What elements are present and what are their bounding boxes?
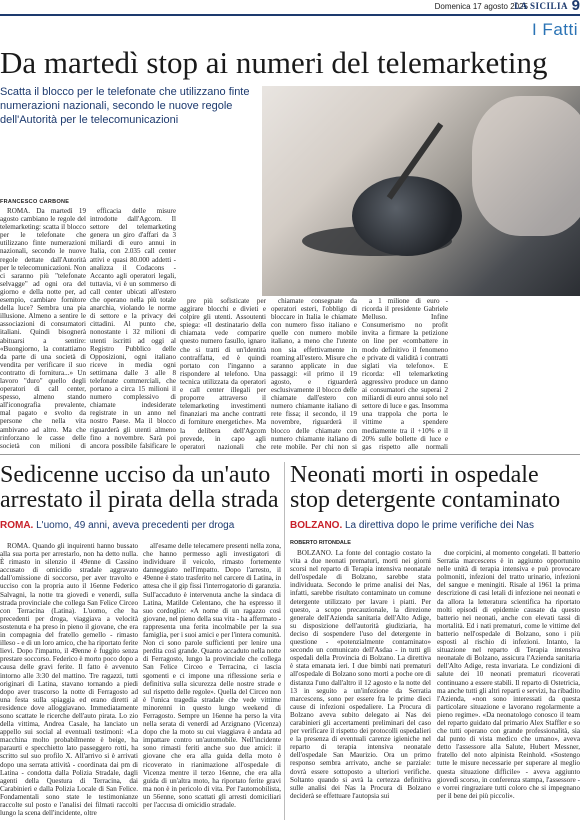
article2-headline-line2: arrestato il pirata della strada — [0, 487, 279, 513]
article3-subtitle — [290, 520, 534, 531]
photo-headset — [352, 176, 462, 256]
article3-text-2: due corpicini, al momento congelati. Il batterio Serratia marcescens è in aggiunto opportunito nelle unità di terapia intensiva e può provocare polmoniti, infezioni del tratto urinario, infezioni del sangue e meningiti. Risale al 1961 la prima descrizione di casi letali di infezione nei neonati e da allora la letteratura scientifica ha riportato molti episodi di epidemie causate da questo batterio nei neonati, anche con elevati tassi di mortalità. Ed i nati prematuri, come le vittime del batterio nell'ospedale di Bolzano, sono i più esposti al rischio di infezioni. Intanto, la situazione nel reparto di Terapia intensiva neonatale di Bolzano, assicura l'Azienda sanitaria dell'Alto Adige, resta invariata. Le condizioni di salute dei 10 neonati prematuri ricoverati continuano a essere stabili. Il reparto di Ostetricia, ma anche tutti gli altri reparti e servizi, ha ribadito l'Azienda, «non sono interessati da questa particolare situazione e lavorano regolarmente a pieno regime». «Da neonatologo conosco il team del reparto guidato dal primario Alex Staffler e so che tutti operano con grande professionalità, sia dal punto di vista medico che umano», aveva detto l'assessore alla Salute, Hubert Messner, fratello del noto alpinista Reinhold. «Sostengo tutte le misure necessarie per superare al meglio questa situazione difficile» - aveva aggiunto giovedì scorso, in conferenza stampa, l'assessore - e vorrei ringraziare tutti coloro che si impegnano per il bene dei più piccoli». — [437, 549, 580, 800]
article1-column-2 — [90, 207, 176, 451]
article2-text-1: ROMA. Quando gli inquirenti hanno bussato alla sua porta per arrestarlo, non ha detto nulla. È rimasto in silenzio il 49enne di Cassino accusato di omicidio stradale aggravato dall'omissione di soccorso, per aver travolto e ucciso con la propria auto il 16enne Federico Salvagni, la notte tra giovedì e venerdì, sulla strada provinciale che collega San Felice Circeo con Terracina (Latina). L'uomo, che ha precedenti per droga, viaggiava a velocità sostenuta e ha preso in pieno il giovane, che era in compagnia del fratello gemello - rimasto illeso - e di un loro amico, che ha riportato ferite lievi. Dopo l'impatto, il 49enne è fuggito senza prestare soccorso. Federico è morto poco dopo a causa delle gravi ferite. Il fatto è avvenuto intorno alle 3:30 del mattino. Tre ragazzi, tutti originari di Latina, stavano tornando a piedi dopo aver trascorso la notte di Ferragosto ad una festa sulla spiaggia ed erano diretti al residence dove alloggiavano. Immediatamente sono scattate le ricerche dell'auto pirata. Lo zio della vittima, Andrea Casale, ha lanciato un appello sui social al eventuali testimoni: «La macchina molto probabilmente è beige, ha paraurti e specchietto lato passeggero rotti, ha scritto sul suo profilo X. All'arrivo si è arrivati dopo una serrata attività - coordinata dai pm di Latina - condotta dalla Polizia Stradale, dagli agenti della Questura di Terracina, dai Carabinieri e dalla Polizia Locale di San Felice. Fondamentali sono state le testimonianze raccolte sul posto e l'analisi dei filmati raccolti lungo la scena dell'incidente, oltre — [0, 542, 138, 818]
article3-column-1 — [290, 549, 431, 822]
article2-headline — [0, 463, 279, 513]
article3-headline-line1: Neonati morti in ospedale — [290, 462, 539, 488]
article3-text-1: BOLZANO. La fonte del contagio costato la vita a due neonati prematuri, morti nei giorni scorsi nel reparto di Terapia intensiva neonatale dell'ospedale di Bolzano, sarebbe stata individuata. Secondo le prime analisi dei Nas, infatti, sarebbe risultato contaminato un comune detergente utilizzato per lavare i piatti. Per questo, a scopo precauzionale, la direzione generale dell'Azienda sanitaria dell'Alto Adige, su disposizione dell'autorità giudiziaria, ha deciso di sospendere l'uso del detergente in questione - «potenzialmente contaminato» secondo un comunicato dell'Asdaa - in tutti gli ospedali della Provincia di Bolzano. La direttiva è stata emanata ieri. I due bimbi nati prematuri all'ospedale di Bolzano sono morti a poche ore di distanza l'uno dall'altro il 12 agosto e la notte del 13 in seguito a un'infezione da Serratia marcescens, sono per essere fra le prime dieci cause di infezioni ospedaliere. La Procura di Bolzano aveva subito delegato ai Nas dei carabinieri gli accertamenti preliminari del caso per verificare il rispetto dei protocolli ospedalieri e la presenza di eventuali carenze igieniche nel reparto di terapia intensiva neonatale dell'ospedale San Maurizio. Ora un primo responso sembra arrivato, anche se parziale: dovrà essere sottoposto a ulteriori verifiche. Soltanto quando si avrà la certezza definitiva sulle analisi dei Nas la Procura di Bolzano deciderà se effettuare l'autopsia sui — [290, 549, 431, 800]
article1-text-2: efficacia delle misure introdotte dall'Agcom. Il settore del telemarketing genera un giro d'affari da 3 miliardi di euro annui in Italia, con 2.035 call center attivi e quasi 80.000 addetti - analizza il Codacons - Accanto agli operatori legali, tuttavia, vi è un sommerso di call center ubicati all'estero che operano nella più totale anarchia, violando le norme di settore e la privacy dei cittadini. Al punto che, nonostante i 32 milioni di utenti iscritti ad oggi al Registro Pubblico delle Opposizioni, ogni italiano riceve in media ogni settimana dalle 3 alle 8 telefonate commerciali, che portano a circa 15 milioni il numero complessivo di chiamate indesiderate registrate in un anno nel nostro Paese. Ma il blocco riguarderà gli utenti almeno fino a novembre. Sarà poi ancora possibile falsificare le — [90, 207, 176, 450]
article2-subtitle-text: L'uomo, 49 anni, aveva precedenti per droga — [36, 520, 235, 531]
article1-text-5: a 1 milione di euro - ricorda il presidente Gabriele Melluso. Infine Consumerismo no profit invita a firmare la petizione on line per «combattere in modo definitivo il fenomeno e private di validità i contratti siglati via telefono». E ricorda: «Il telemarketing aggressivo produce un danno ai consumatori che superai 2 miliardi di euro annui solo nel settore di luce e gas. Insomma una trappola che porta le vittime a spendere mediamente tra il +10% e il 20% sulle bollette di luce e gas rispetto alle normali — [362, 297, 448, 451]
header-rule — [0, 14, 580, 16]
article2-place: ROMA. — [0, 520, 34, 531]
article1-text-3: pre più sofisticate per aggirare blocchi e divieti e colpire gli utenti. Assoutenti spiega: «Il destinatario della chiamata vede comparire questo numero fasullo, ignaro che si tratti di un'identità contraffatta, ed è quindi portato con l'inganno a rispondere al telefono. Una tecnica utilizzata da operatori e call center illegali per proporre attraverso il telemarketing investimenti finanziari ma anche contratti di forniture energetiche». Ma la delibera dell'Agcom prevede, in capo agli operatori nazionali che — [180, 297, 266, 451]
article2-subtitle — [0, 520, 234, 531]
article1-byline: FRANCESCO CARBONE — [0, 199, 70, 205]
article1-text-4: chiamate consegnate da operatori esteri, l'obbligo di bloccare in Italia le chiamate con numero fisso italiano e quelle con numero mobile italiano, a meno che l'utente non sia effettivamente in roaming all'estero. Misure che saranno applicate in due passaggi: «il primo il 19 agosto, e riguarderà esclusivamente il blocco delle chiamate dall'estero con numero chiamante italiano di rete fissa; il secondo, il 19 novembre, riguarderà il blocco delle chiamate con numero chiamante italiano di rete mobile. Per chi non si — [271, 297, 357, 451]
article3-subtitle-text: La direttiva dopo le prime verifiche dei Nas — [345, 520, 534, 531]
paper-name: LA SICILIA — [514, 1, 568, 11]
article3-byline: ROBERTO RITONDALE — [290, 540, 351, 546]
page-number: 9 — [571, 0, 580, 14]
issue-date: Domenica 17 agosto 2025 — [434, 2, 528, 11]
article2-column-2 — [143, 542, 281, 822]
article2-column-1 — [0, 542, 138, 822]
article1-column-3 — [180, 297, 266, 451]
article1-text-1: ROMA. Da martedì 19 agosto cambiano le regole del telemarketing: scatta il blocco per le telefonate che utilizzano finte numerazioni nazionali, secondo le nuove regole dettate dall'Autorità per le telecomunicazioni. Non ci saranno più "telefonate selvagge" ad ogni ora del giorno e della notte per, ad esempio, cambiare fornitore della luce? Sembra una pia illusione. Almeno a sentire le associazioni di consumatori italiani. Quindi bisognerà abituarsi a sentire: «Buongiorno, la contattiamo da parte di una società di vendita per verificare il suo contratto di fornitura...» Un lavoro "duro" quello degli operatori di call center, spesso, almeno stando all'iconografia prevalente, mal pagato e svolto da persone che nella vita ambivano ad altro. Ma che rinforzano le casse delle società con milioni di — [0, 207, 86, 450]
article3-column-2 — [437, 549, 580, 822]
article3-place: BOLZANO. — [290, 520, 343, 531]
article2-headline-line1: Sedicenne ucciso da un'auto — [0, 462, 271, 488]
telemarketing-headset-photo — [262, 86, 580, 296]
article1-lead: Scatta il blocco per le telefonate che utilizzano finte numerazioni nazionali, secondo le nuove regole dell'Autorità per le telecomunicazioni — [0, 86, 250, 126]
article3-headline — [290, 463, 560, 513]
photo-background — [472, 96, 580, 236]
section-divider — [0, 454, 580, 455]
article1-column-4 — [271, 297, 357, 451]
article1-column-1 — [0, 207, 86, 451]
article1-column-5 — [362, 297, 448, 451]
article3-headline-line2: stop detergente contaminato — [290, 487, 561, 513]
article2-text-2: all'esame delle telecamere presenti nella zona, che hanno permesso agli investigatori di individuare il veicolo, rimasto fortemente danneggiato nell'impatto. Dopo l'arresto, il 49enne è stato trasferito nel carcere di Latina, in attesa che il gip fissi l'interrogatorio di garanzia. Sull'accaduto è intervenuta anche la sindaca di Latina, Matilde Celentano, che ha espresso il suo cordoglio: «A nome di un ragazzo così giovane, nel pieno della sua vita - ha affermato - rappresenta una ferita incolmabile per la sua famiglia, per i suoi amici e per l'intera comunità. Non ci sono parole sufficienti per lenire una perdita così grande. Quanto accaduto nella notte di Ferragosto, lungo la provinciale che collega San Felice Circeo e Terracina, ci lascia sgomenti e ci impone una riflessione seria e definitiva sulla sicurezza delle nostre strade e sul rispetto delle regole». Quella del Circeo non è l'unica tragedia stradale che vede vittime minorenni in questo lungo weekend di Ferragosto. Sempre un 16enne ha perso la vita nella serata di venerdì ad Arzignano (Vicenza) dopo che la moto su cui viaggiava è andata ad impattare contro un'automobile. Nell'incidente sono rimasti feriti anche suo due amici: il giovane che era alla guida della moto è ricoverato in rianimazione all'ospedale di Vicenza mentre il terzo 16enne, che era alla guida di un'altra moto, ha riportato ferite gravi ma non è in pericolo di vita. Per l'automobilista, un 56enne, sono scattati gli arresti domiciliari per l'accusa di omicidio stradale. — [143, 542, 281, 809]
column-divider — [284, 462, 285, 820]
section-label: I Fatti — [531, 20, 578, 39]
article1-headline: Da martedì stop ai numeri del telemarketing — [0, 45, 548, 80]
